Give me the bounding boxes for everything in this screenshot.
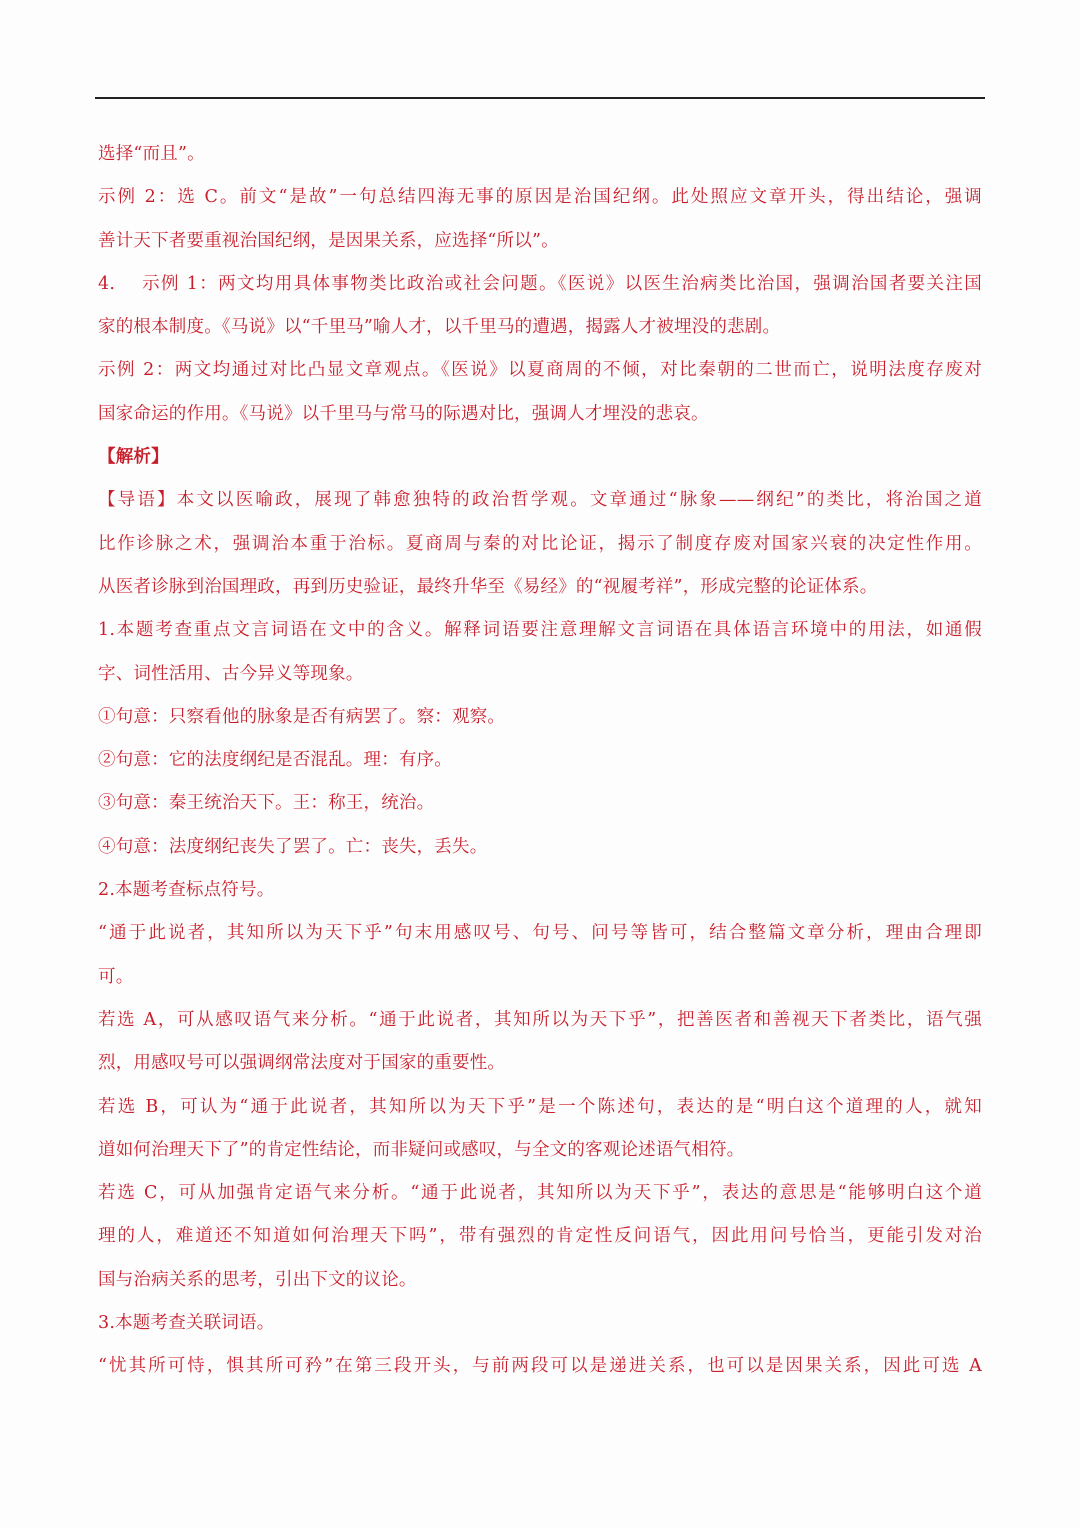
text-line: 家的根本制度。《马说》以“千里马”喻人才，以千里马的遭遇，揭露人才被埋没的悲剧。 [98, 317, 781, 338]
text-line: ②句意：它的法度纲纪是否混乱。理：有序。 [98, 750, 452, 771]
text-line: 从医者诊脉到治国理政，再到历史验证，最终升华至《易经》的“视履考祥”，形成完整的论证体系。 [98, 576, 878, 597]
text-line: 若选 C，可从加强肯定语气来分析。“通于此说者，其知所以为天下乎”，表达的意思是“能够明白这个道 [98, 1183, 982, 1204]
text-line: 4. 示例 1：两文均用具体事物类比政治或社会问题。《医说》以医生治病类比治国，强调治国者要关注国 [98, 273, 982, 294]
text-line: 2.本题考查标点符号。 [98, 880, 275, 901]
text-line: “忧其所可恃，惧其所可矜”在第三段开头，与前两段可以是递进关系，也可以是因果关系，因此可选 A [98, 1356, 982, 1377]
text-line: 理的人，难道还不知道如何治理天下吗”，带有强烈的肯定性反问语气，因此用问号恰当，更能引发对治 [98, 1226, 982, 1247]
text-line: 【导语】本文以医喻政，展现了韩愈独特的政治哲学观。文章通过“脉象——纲纪”的类比，将治国之道 [98, 490, 982, 511]
header-rule [95, 97, 985, 99]
text-line: 可。 [98, 966, 134, 987]
text-line: “通于此说者，其知所以为天下乎”句末用感叹号、句号、问号等皆可，结合整篇文章分析，理由合理即 [98, 923, 982, 944]
text-line: 国家命运的作用。《马说》以千里马与常马的际遇对比，强调人才埋没的悲哀。 [98, 403, 709, 424]
text-line: 道如何治理天下了”的肯定性结论，而非疑问或感叹，与全文的客观论述语气相符。 [98, 1139, 745, 1160]
text-line: 国与治病关系的思考，引出下文的议论。 [98, 1269, 417, 1290]
text-line: 示例 2：选 C。前文“是故”一句总结四海无事的原因是治国纪纲。此处照应文章开头，得出结论，强调 [98, 187, 982, 208]
document-body [98, 133, 982, 1389]
section-heading-analysis: 【解析】 [98, 447, 169, 468]
text-line: 若选 B，可认为“通于此说者，其知所以为天下乎”是一个陈述句，表达的是“明白这个道理的人，就知 [98, 1096, 982, 1117]
text-line: 选择“而且”。 [98, 144, 205, 164]
text-line: ①句意：只察看他的脉象是否有病罢了。察：观察。 [98, 706, 506, 727]
text-line: 示例 2：两文均通过对比凸显文章观点。《医说》以夏商周的不倾，对比秦朝的二世而亡，说明法度存废对 [98, 360, 982, 381]
text-line: 3.本题考查关联词语。 [98, 1313, 275, 1334]
text-line: 若选 A，可从感叹语气来分析。“通于此说者，其知所以为天下乎”，把善医者和善视天下者类比，语气强 [98, 1009, 982, 1030]
text-line: 1.本题考查重点文言词语在文中的含义。解释词语要注意理解文言词语在具体语言环境中的用法，如通假 [98, 620, 982, 641]
text-line: 善计天下者要重视治国纪纲，是因果关系，应选择“所以”。 [98, 230, 559, 251]
text-line: 字、词性活用、古今异义等现象。 [98, 663, 364, 684]
text-line: 烈，用感叹号可以强调纲常法度对于国家的重要性。 [98, 1053, 506, 1074]
text-line: ③句意：秦王统治天下。王：称王，统治。 [98, 793, 435, 814]
text-line: 比作诊脉之术，强调治本重于治标。夏商周与秦的对比论证，揭示了制度存废对国家兴衰的决定性作用。 [98, 533, 982, 554]
text-line: ④句意：法度纲纪丧失了罢了。亡：丧失，丢失。 [98, 836, 488, 857]
